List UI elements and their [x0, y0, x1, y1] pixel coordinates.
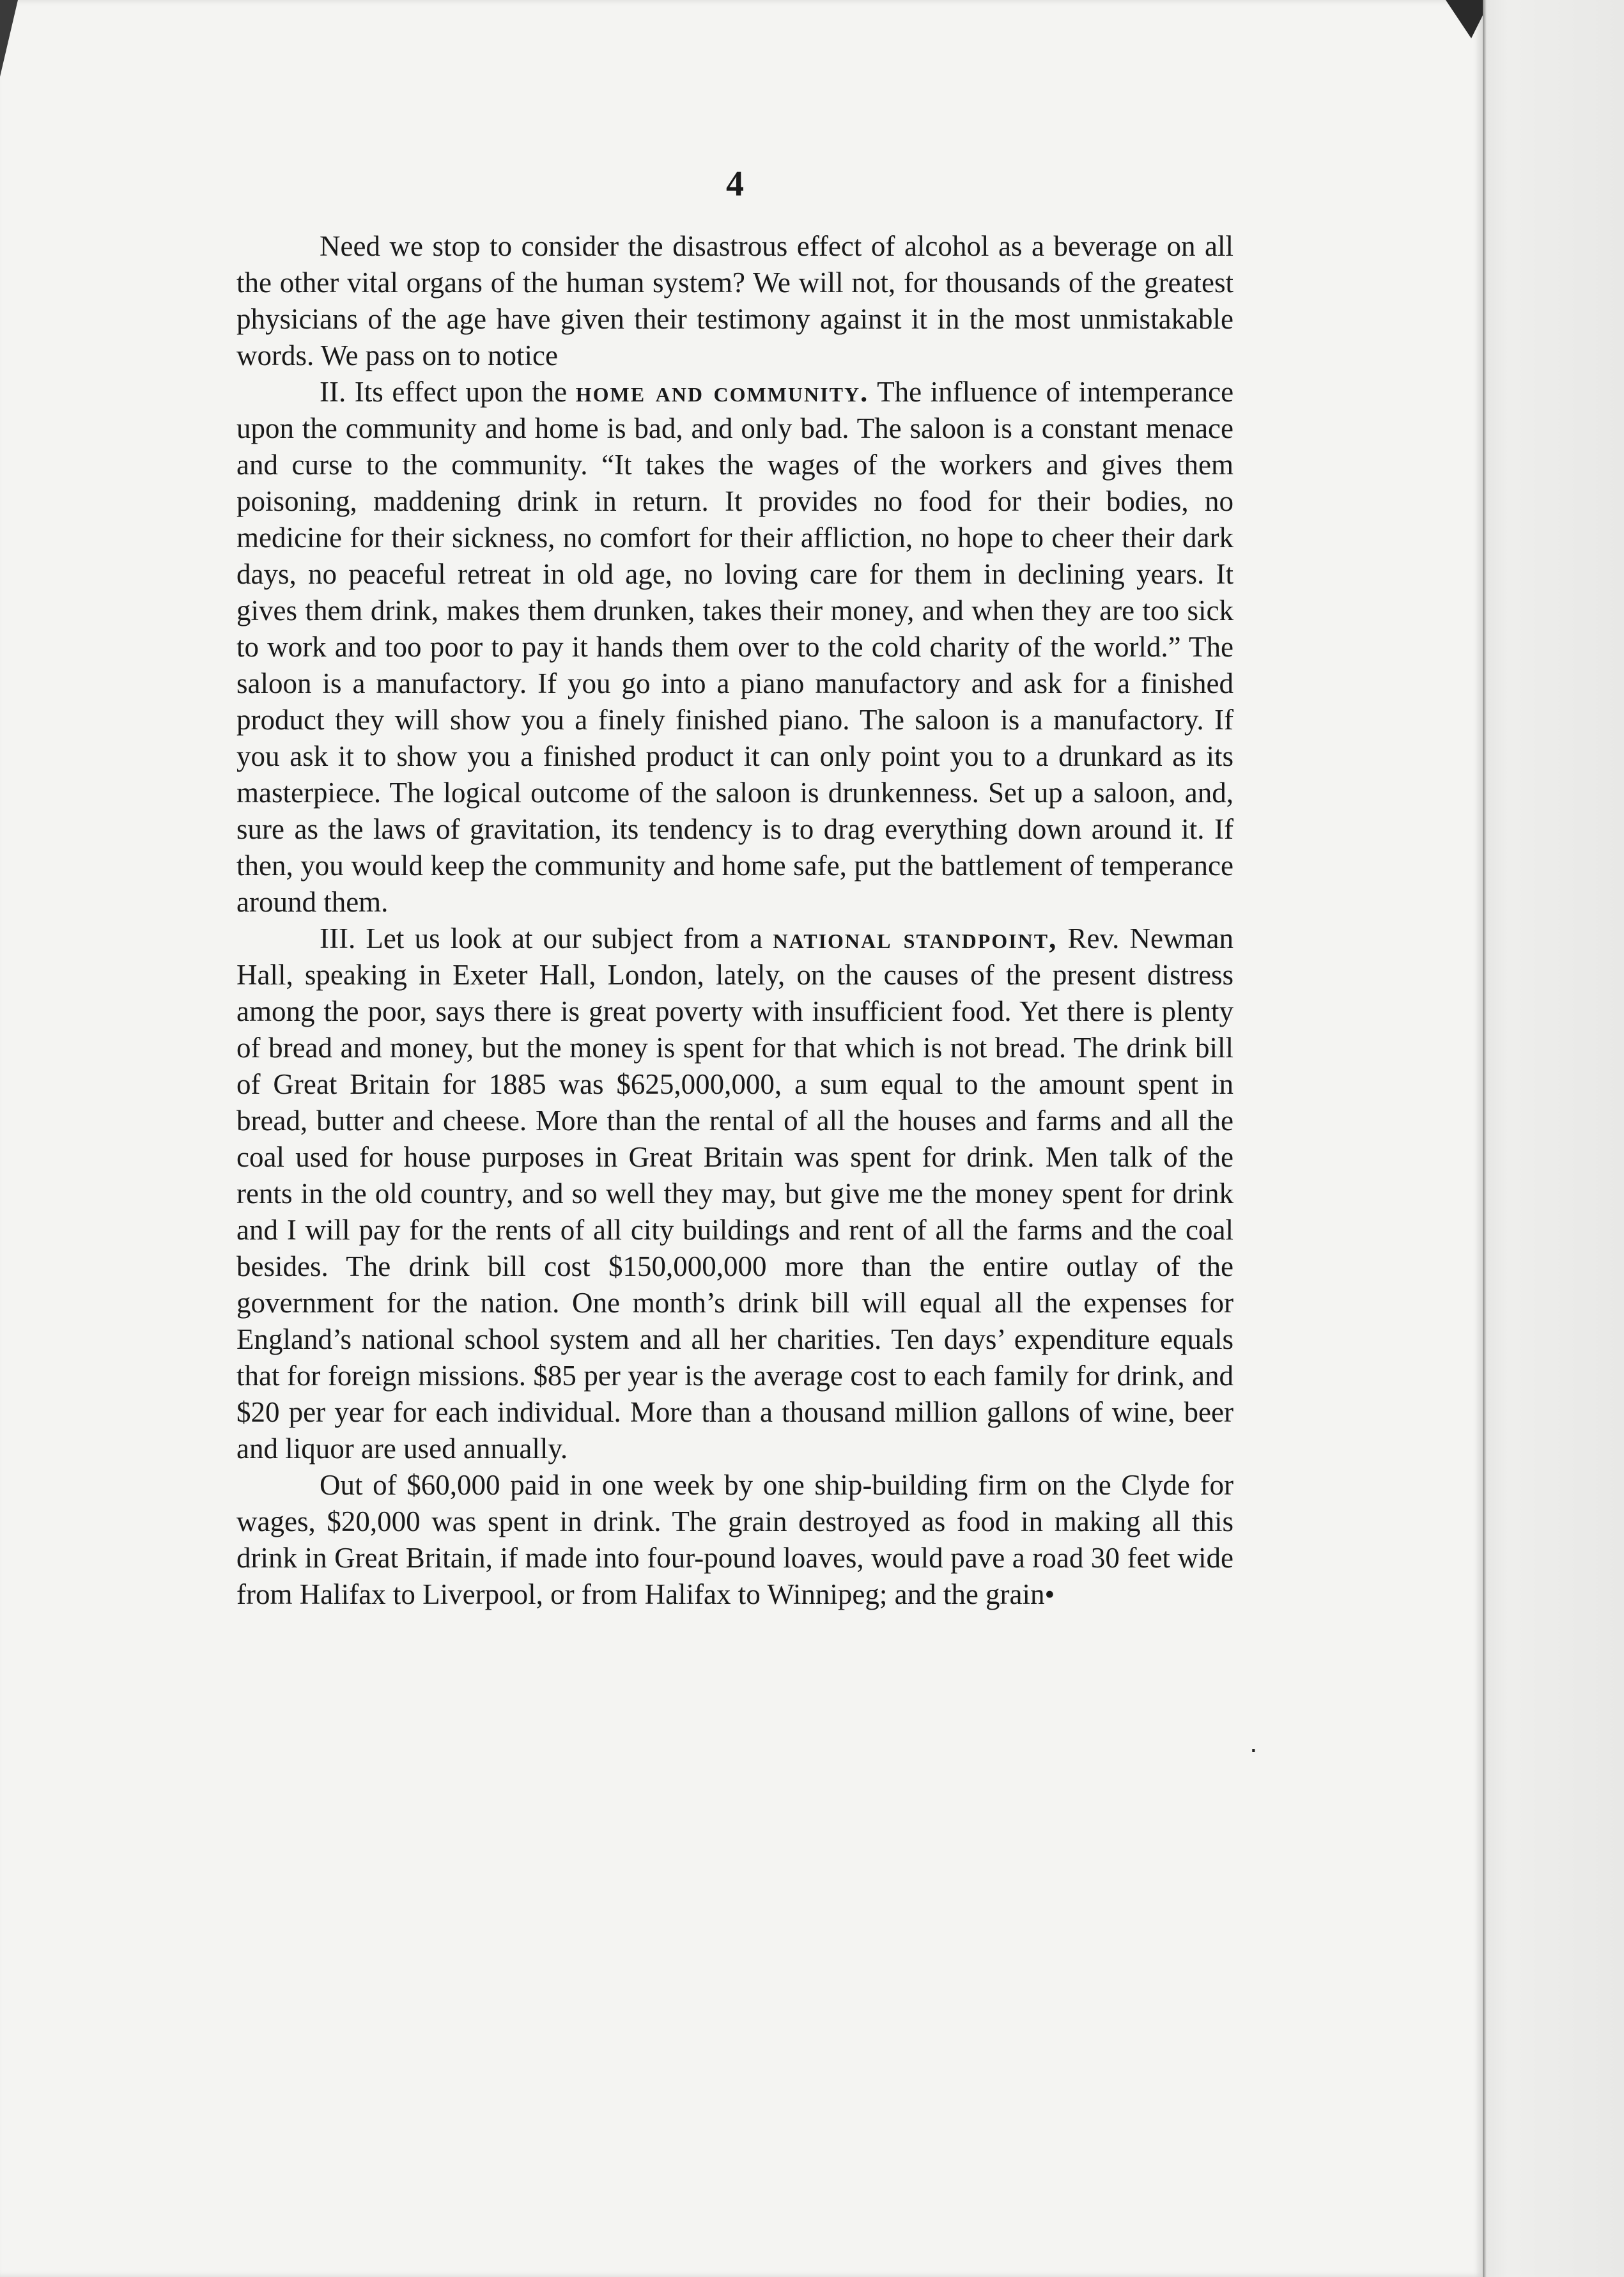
section-heading: home and community.: [575, 376, 869, 408]
margin-dot: .: [1249, 1729, 1258, 1759]
adjacent-page-edge: [1483, 0, 1624, 2277]
section-lead: III. Let us look at our subject from a: [320, 922, 763, 954]
page-text: [236, 166, 1233, 1613]
section-body: Rev. Newman Hall, speaking in Exeter Hall, London, lately, on the causes of the present distress among the poor, says there is great poverty with insufficient food. Yet there is plenty of bread and money, but the money is spent for that which is not bread. The drink bill of Great Britain for 1885 was $625,000,000, a sum equal to the amount spent in bread, butter and cheese. More than the rental of all the houses and farms and all the coal used for house purposes in Great Britain was spent for drink. Men talk of the rents in the old country, and so well they may, but give me the money spent for drink and I will pay for the rents of all city buildings and rent of all the farms and the coal besides. The drink bill cost $150,000,000 more than the entire outlay of the government for the nation. One month’s drink bill will equal all the expenses for England’s national school system and all her charities. Ten days’ expenditure equals that for foreign missions. $85 per year is the average cost to each family for drink, and $20 per year for each individual. More than a thousand million gallons of wine, beer and liquor are used annually.: [236, 922, 1234, 1465]
section-lead: II. Its effect upon the: [320, 376, 568, 408]
paragraph-national-standpoint: [236, 921, 1233, 1467]
paragraph-clyde-wages: Out of $60,000 paid in one week by one ship-building firm on the Clyde for wages, $20,000 was spent in drink. The grain destroyed as food in making all this drink in Great Britain, if made into four-pound loaves, would pave a road 30 feet wide from Halifax to Liverpool, or from Halifax to Winnipeg; and the grain•: [236, 1469, 1233, 1610]
section-body: The influence of intemperance upon the community and home is bad, and only bad. The saloon is a constant menace and curse to the community. “It takes the wages of the workers and gives them poisoning, maddening drink in return. It provides no food for their bodies, no medicine for their sickness, no comfort for their affliction, no hope to cheer their dark days, no peaceful retreat in old age, no loving care for them in declining years. It gives them drink, makes them drunken, takes their money, and when they are too sick to work and too poor to pay it hands them over to the cold charity of the world.” The saloon is a manufactory. If you go into a piano manufactory and ask for a finished product they will show you a finely finished piano. The saloon is a manufactory. If you ask it to show you a finished product it can only point you to a drunkard as its masterpiece. The logical outcome of the saloon is drunkenness. Set up a saloon, and, sure as the laws of gravitation, its tendency is to drag everything down around it. If then, you would keep the community and home safe, put the battlement of temperance around them.: [236, 376, 1234, 918]
section-heading: national standpoint,: [773, 922, 1058, 954]
page-number: 4: [726, 164, 744, 204]
paragraph-home-community: [236, 374, 1233, 921]
scan-corner-mark: [0, 0, 18, 77]
paragraph-alcohol-organs: Need we stop to consider the disastrous effect of alcohol as a beverage on all the other vital organs of the human system? We will not, for thousands of the greatest physicians of the age have given their testimony against it in the most unmistakable words. We pass on to notice: [236, 230, 1233, 371]
